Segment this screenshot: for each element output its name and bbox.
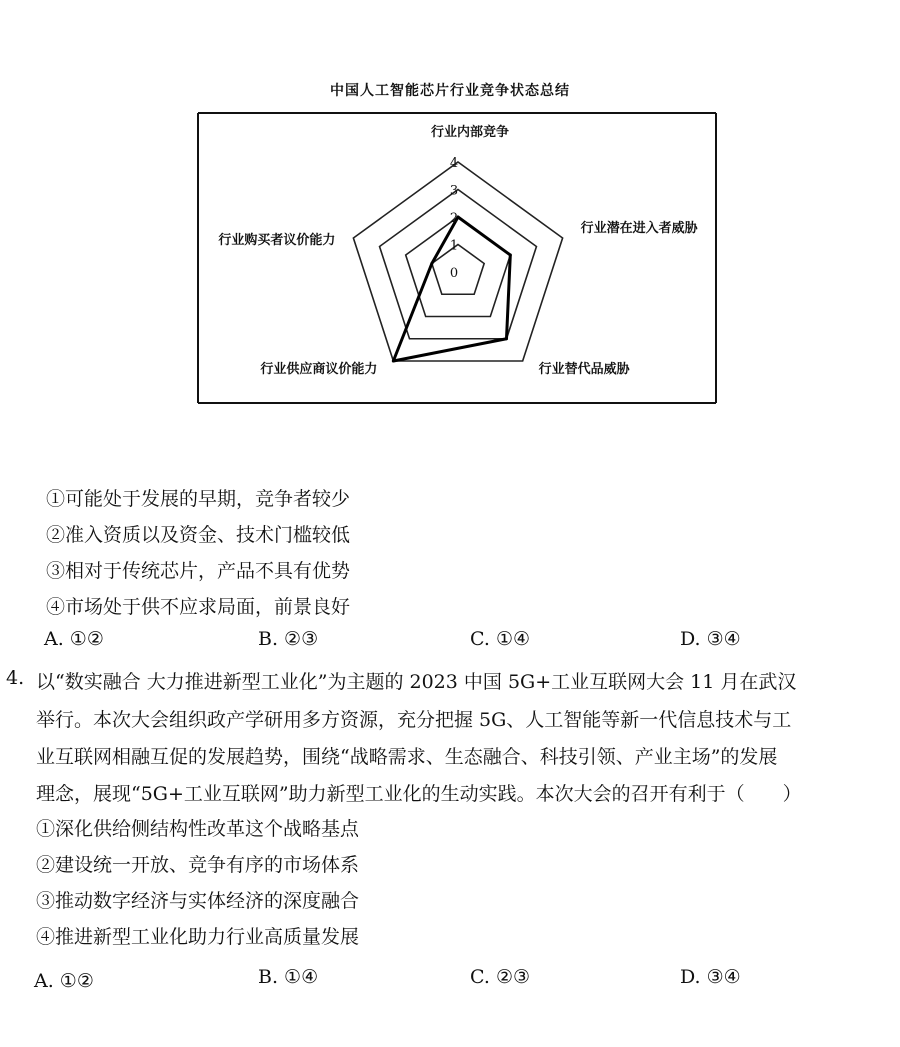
tick-label-4: 4 [449, 156, 459, 171]
q4-stem-line-3: 业互联网相融互促的发展趋势，围绕“战略需求、生态融合、科技引领、产业主场”的发展 [36, 746, 778, 768]
q4-option-a: A. ①② [34, 970, 94, 992]
axis-label-3: 行业供应商议价能力 [260, 361, 378, 377]
axis-label-2: 行业替代品威胁 [538, 361, 630, 377]
tick-label-0: 0 [449, 266, 459, 281]
q3-statement-2: ②准入资质以及资金、技术门槛较低 [46, 524, 351, 546]
series-point-0-4 [430, 262, 433, 265]
q3-option-b: B. ②③ [258, 628, 319, 650]
q4-option-d: D. ③④ [680, 966, 741, 988]
q3-option-a: A. ①② [44, 628, 104, 650]
q3-statement-1: ①可能处于发展的早期，竞争者较少 [46, 488, 351, 510]
q4-option-c: C. ②③ [470, 966, 531, 988]
q4-stem-line-1: 以“数实融合 大力推进新型工业化”为主题的 2023 中国 5G+工业互联网大会 11 月在武汉 [36, 671, 797, 693]
q3-option-c: C. ①④ [470, 628, 531, 650]
q4-statement-4: ④推进新型工业化助力行业高质量发展 [36, 926, 360, 948]
q3-option-d: D. ③④ [680, 628, 741, 650]
axis-label-0: 行业内部竞争 [430, 125, 510, 140]
tick-label-3: 3 [449, 183, 459, 199]
q4-statement-3: ③推动数字经济与实体经济的深度融合 [36, 890, 360, 912]
q4-stem-line-4: 理念，展现“5G+工业互联网”助力新型工业化的生动实践。本次大会的召开有利于（ ） [36, 783, 802, 805]
q4-number: 4. [6, 667, 25, 689]
radar-tick-labels [450, 156, 458, 281]
q4-option-b: B. ①④ [258, 966, 319, 988]
axis-label-4: 行业购买者议价能力 [218, 233, 336, 249]
q3-statement-3: ③相对于传统芯片，产品不具有优势 [46, 560, 351, 582]
axis-label-1: 行业潜在进入者威胁 [580, 221, 698, 237]
q4-statement-2: ②建设统一开放、竞争有序的市场体系 [36, 854, 360, 876]
q4-statement-1: ①深化供给侧结构性改革这个战略基点 [36, 818, 360, 840]
q4-stem-line-2: 举行。本次大会组织政产学研用多方资源，充分把握 5G、人工智能等新一代信息技术与工 [36, 709, 792, 731]
tick-label-2: 2 [449, 211, 459, 226]
series-point-0-1 [509, 254, 512, 257]
chart-title: 中国人工智能芯片行业竞争状态总结 [330, 83, 570, 99]
series-point-0-2 [505, 337, 508, 340]
q3-statement-4: ④市场处于供不应求局面，前景良好 [46, 596, 351, 618]
series-point-0-3 [392, 359, 395, 362]
tick-label-1: 1 [449, 238, 459, 254]
